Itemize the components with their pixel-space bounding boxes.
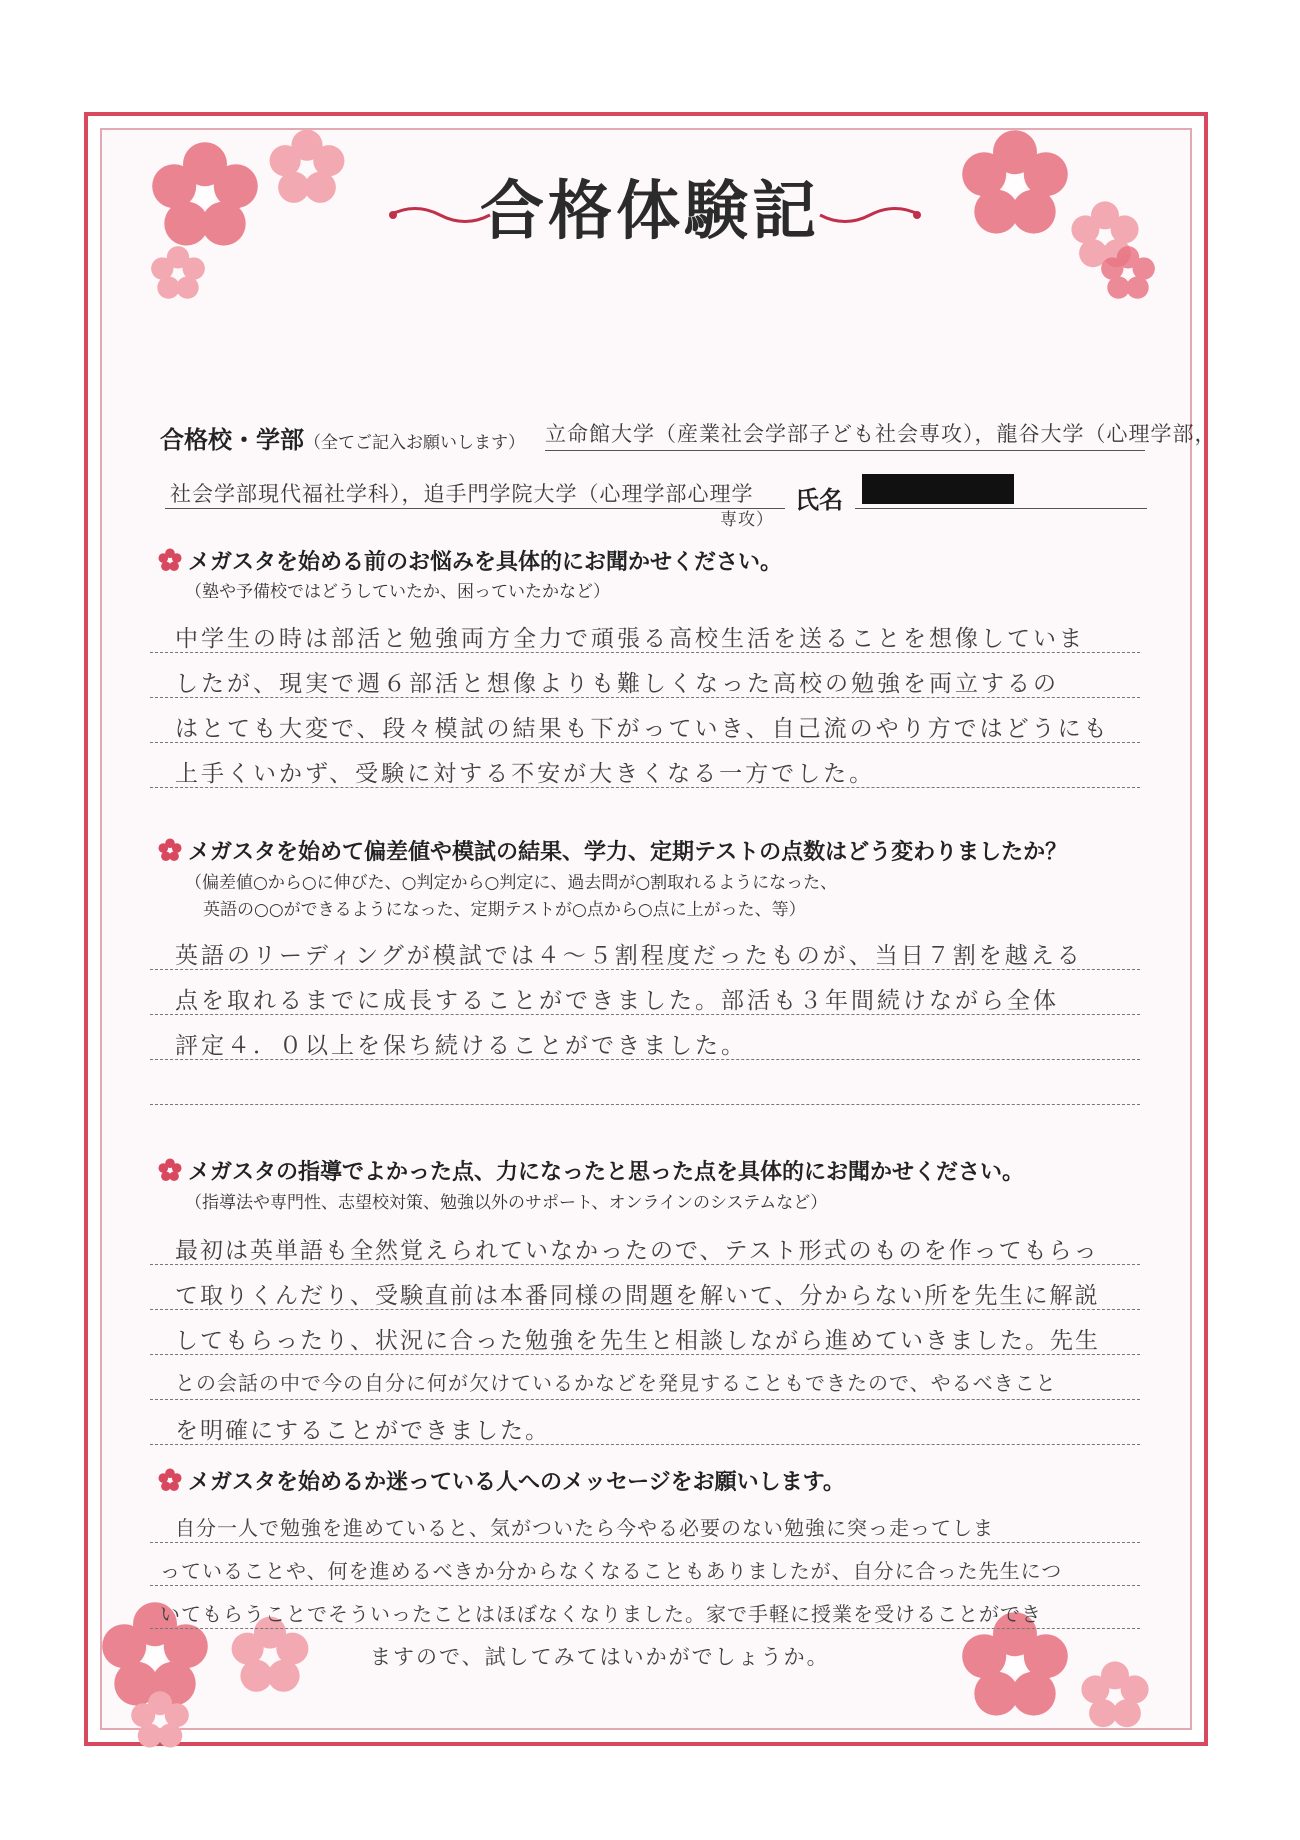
dashed-rule [150,1309,1140,1310]
answer-line: はとても大変で、段々模試の結果も下がっていき、自己流のやり方ではどうにも [175,716,1110,742]
answer-line: を明確にすることができました。 [175,1418,550,1444]
section-1-heading [158,545,782,576]
school-value-line-2: 社会学部現代福社学科），追手門学院大学（心理学部心理学 [170,482,754,506]
section-2-heading-text: メガスタを始めて偏差値や模試の結果、学力、定期テストの点数はどう変わりましたか？ [188,840,1068,865]
blossom-bullet-icon [158,1158,182,1182]
name-field-label: 氏名 [795,486,843,514]
dashed-rule [150,1014,1140,1015]
blossom-bullet-icon [158,1468,182,1492]
cherry-blossom-icon [150,245,206,301]
answer-line: て取りくんだり、受験直前は本番同様の問題を解いて、分からない所を先生に解説 [175,1283,1100,1309]
school-value-line-1: 立命館大学（産業社会学部子ども社会専攻），龍谷大学（心理学部， [545,422,1217,446]
answer-line: 上手くいかず、受験に対する不安が大きくなる一方でした。 [175,761,876,787]
school-field-label [160,420,525,455]
section-3-heading-text: メガスタの指導でよかった点、力になったと思った点を具体的にお聞かせください。 [188,1160,1025,1185]
answer-line: 最初は英単語も全然覚えられていなかったので、テスト形式のものを作ってもらっ [175,1238,1099,1264]
dashed-rule [150,1264,1140,1265]
cherry-blossom-icon [1080,1660,1150,1730]
cherry-blossom-icon [1100,245,1156,301]
dashed-rule [150,652,1140,653]
name-underline [855,508,1147,509]
title-block [0,160,1300,252]
dashed-rule [150,1585,1140,1586]
page-frame [84,112,1208,1746]
answer-line: 点を取れるまでに成長することができました。部活も３年間続けながら全体 [175,988,1059,1014]
name-redaction [862,474,1014,504]
answer-line: してもらったり、状況に合った勉強を先生と相談しながら進めていきました。先生 [175,1328,1100,1354]
blossom-bullet-icon [158,548,182,572]
cherry-blossom-icon [230,1615,310,1695]
answer-line: 評定４．０以上を保ち続けることができました。 [175,1033,747,1059]
cherry-blossom-icon [130,1690,190,1750]
answer-line: 英語のリーディングが模試では４～５割程度だったものが、当日７割を越える [175,943,1083,969]
dashed-rule [150,697,1140,698]
dashed-rule [150,969,1140,970]
section-2-note-1: （偏差値○から○に伸びた、○判定から○判定に、過去問が○割取れるようになった、 [185,873,838,893]
section-2-note-2: 英語の○○ができるようになった、定期テストが○点から○点に上がった、等） [203,900,806,920]
section-4-heading [158,1465,845,1496]
dashed-rule [150,787,1140,788]
flourish-left-icon [385,200,495,230]
dashed-rule [150,1628,1140,1629]
school-value-line-2b: 専攻） [720,510,774,530]
blossom-bullet-icon [158,838,182,862]
school-underline-1 [545,450,1145,451]
answer-line: ますので、試してみてはいかがでしょうか。 [370,1645,830,1669]
school-label-text: 合格校・学部 [160,426,304,454]
answer-line: 中学生の時は部活と勉強両方全力で頑張る高校生活を送ることを想像していま [175,626,1085,652]
answer-line: したが、現実で週６部活と想像よりも難しくなった高校の勉強を両立するの [175,671,1059,697]
section-3-heading [158,1155,1024,1186]
flourish-right-icon [815,200,925,230]
answer-line: との会話の中で今の自分に何が欠けているかなどを発見することもできたので、やるべきこと [175,1371,1057,1395]
dashed-rule [150,1399,1140,1400]
answer-line: っていることや、何を進めるべきか分からなくなることもありましたが、自分に合った先生につ [160,1559,1063,1583]
answer-line: いてもらうことでそういったことはほぼなくなりました。家で手軽に授業を受けることができ [160,1602,1042,1626]
dashed-rule [150,742,1140,743]
answer-line: 自分一人で勉強を進めていると、気がついたら今やる必要のない勉強に突っ走ってしま [175,1516,994,1540]
page-title: 合格体験記 [480,174,820,249]
dashed-rule [150,1354,1140,1355]
dashed-rule [150,1059,1140,1060]
dashed-rule [150,1444,1140,1445]
section-3-note: （指導法や専門性、志望校対策、勉強以外のサポート、オンラインのシステムなど） [185,1193,828,1213]
dashed-rule [150,1104,1140,1105]
section-1-note: （塾や予備校ではどうしていたか、困っていたかなど） [185,582,610,602]
dashed-rule [150,1542,1140,1543]
section-1-heading-text: メガスタを始める前のお悩みを具体的にお聞かせください。 [188,550,783,575]
section-2-heading [158,835,1067,866]
section-4-heading-text: メガスタを始めるか迷っている人へのメッセージをお願いします。 [188,1470,845,1495]
school-label-note: （全てご記入お願いします） [304,433,525,453]
school-underline-2 [165,508,785,509]
